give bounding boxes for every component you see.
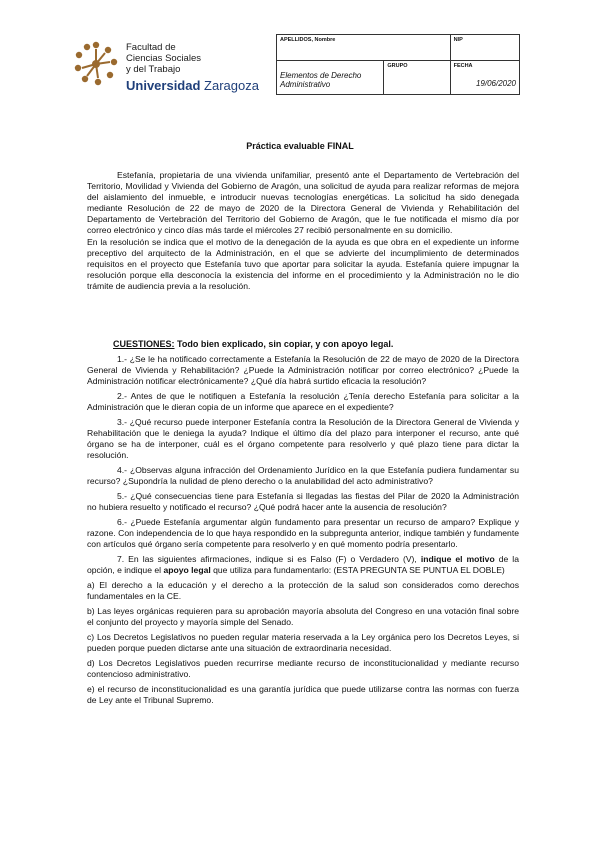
q7-bold-2: apoyo legal — [163, 565, 211, 575]
question-1: 1.- ¿Se le ha notificado correctamente a Estefanía la Resolución de 22 de mayo de 2020 de la Directora General de Vivienda y Rehabilitación? ¿Puede la Administración notificar por correo electrónico? ¿Puede la Administración notificar electrónicamente? ¿Qué día habrá surtido eficacia la resolución? — [87, 354, 519, 386]
question-2: 2.- Antes de que le notifiquen a Estefanía la resolución ¿Tenía derecho Estefanía para solicitar a la Administración que le dieran copia de un informe que aparece en el expediente? — [87, 391, 519, 412]
q7-bold-1: indique el motivo — [420, 554, 495, 564]
statement-b: b) Las leyes orgánicas requieren para su aprobación mayoría absoluta del Congreso en una votación final sobre el conjunto del proyecto y mayoría simple del Senado. — [87, 606, 519, 627]
statement-a: a) El derecho a la educación y el derecho a la protección de la salud son considerados como derechos fundamentales en la CE. — [87, 580, 519, 601]
document-title: Práctica evaluable FINAL — [246, 141, 354, 151]
cuestiones-note: Todo bien explicado, sin copiar, y con apoyo legal. — [174, 339, 394, 349]
question-7 — [87, 554, 519, 576]
cuestiones-section — [87, 339, 519, 706]
cuestiones-heading — [87, 339, 519, 350]
faculty-line-2: Ciencias Sociales — [126, 53, 201, 64]
subject-name: Elementos de Derecho Administrativo — [280, 71, 362, 89]
university-name-bold: Universidad — [126, 78, 201, 93]
question-3: 3.- ¿Qué recurso puede interponer Estefanía contra la Resolución de la Directora General de Vivienda y Rehabilitación que le deniega la ayuda? Indique el último día del plazo para interponer el recurso, ante qué órgano se ha de interponer, cuál es el órgano competente para resolverlo y qué plazo tiene para dictar la resolución. — [87, 417, 519, 460]
statement-c: c) Los Decretos Legislativos no pueden regular materia reservada a la Ley orgánica pero los Decretos Leyes, si pueden porque pueden dictarse ante una situación de extraordinaria necesidad. — [87, 632, 519, 653]
cuestiones-label: CUESTIONES: — [113, 339, 175, 349]
q7-text-3: que utiliza para fundamentarlo: (ESTA PREGUNTA SE PUNTUA EL DOBLE) — [210, 565, 505, 575]
intro-text — [87, 170, 519, 292]
apellidos-label: APELLIDOS, Nombre — [280, 37, 336, 43]
grupo-label: GRUPO — [387, 63, 408, 69]
faculty-line-1: Facultad de — [126, 42, 176, 53]
student-info-table — [276, 34, 520, 95]
q7-text-1: 7. En las siguientes afirmaciones, indique si es Falso (F) o Verdadero (V), — [117, 554, 421, 564]
question-4: 4.- ¿Observas alguna infracción del Ordenamiento Jurídico en la que Estefanía pudiera fundamentar su recurso? ¿Supondría la nulidad de pleno derecho o la anulabilidad del acto administrativo? — [87, 465, 519, 486]
fecha-label: FECHA — [453, 63, 473, 69]
statement-e: e) el recurso de inconstitucionalidad es una garantía jurídica que puede utilizarse contra las normas con fuerza de Ley ante el Tribunal Supremo. — [87, 684, 519, 705]
intro-paragraph-2: En la resolución se indica que el motivo de la denegación de la ayuda es que obra en el expediente un informe preceptivo del arquitecto de la Administración, en el que se advierte del incumplimiento de determinados requisitos en el proyecto que Estefanía tuvo que aportar para solicitar la ayuda. Estefanía quiere impugnar la resolución porque ella desconocía la existencia del informe en el procedimiento y la Administración no le dio trámite de audiencia previa a la resolución. — [87, 237, 519, 291]
university-emblem-icon — [72, 40, 120, 88]
q7-text-2: de la opción, e indique el — [87, 554, 519, 575]
intro-paragraph-1: Estefanía, propietaria de una vivienda unifamiliar, presentó ante el Departamento de Vertebración del Territorio, Movilidad y Vivienda del Gobierno de Aragón, una solicitud de ayuda para realizar reformas de mejora del aislamiento del inmueble, e introducir nuevas tecnologías energéticas. La solicitud ha sido denegada mediante Resolución de 22 de mayo de 2020 de la Directora General de Vivienda y Rehabilitación del Departamento de Vertebración del Territorio del Gobierno de Aragón, que le fue notificada el mismo día por correo electrónico y cinco días más tarde el miércoles 27 recibió personalmente en su domicilio. — [87, 170, 519, 235]
question-6: 6.- ¿Puede Estefanía argumentar algún fundamento para presentar un recurso de amparo? Explique y razone. Con independencia de lo que haya respondido en la subpregunta anterior, indique también y fundamente con artículos qué órgano sería competente para resolverlo y en qué momento podría presentarlo. — [87, 517, 519, 549]
exam-date: 19/06/2020 — [475, 79, 516, 88]
faculty-line-3: y del Trabajo — [126, 64, 181, 75]
university-name-rest: Zaragoza — [204, 78, 259, 93]
nip-label: NIP — [453, 37, 463, 43]
university-logo — [72, 40, 259, 100]
question-5: 5.- ¿Qué consecuencias tiene para Estefanía si llegadas las fiestas del Pilar de 2020 la Administración no hubiera resuelto y notificado el recurso? ¿Qué podrá hacer ante la ausencia de resolución? — [87, 491, 519, 512]
statement-d: d) Los Decretos Legislativos pueden recurrirse mediante recurso de inconstitucionalidad y mediante recurso contencioso administrativo. — [87, 658, 519, 679]
university-name — [126, 78, 259, 93]
